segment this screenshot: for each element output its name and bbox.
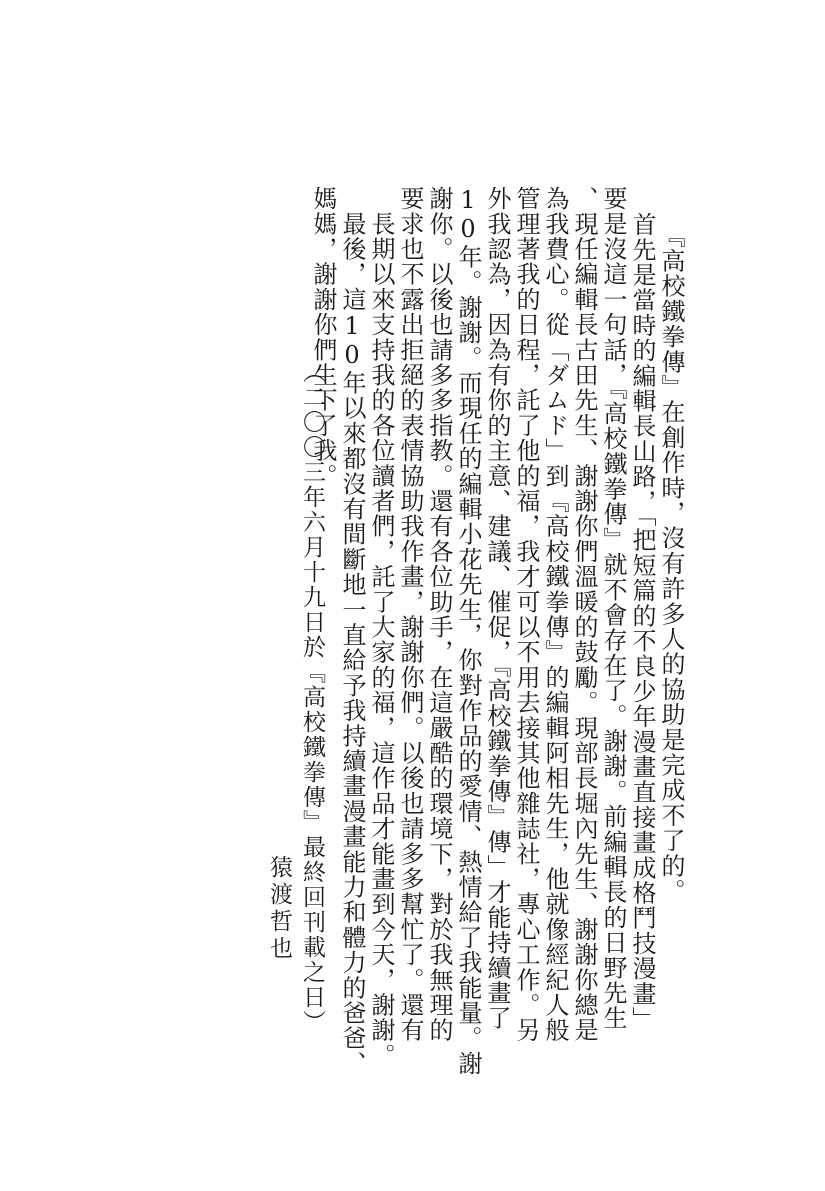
text-column-13: 媽媽，謝謝你們生下了我。 bbox=[309, 186, 337, 489]
date-line: （二〇〇三年六月十九日於『高校鐵拳傳』最終回刊載之日） bbox=[299, 360, 325, 1035]
author-name: 猿渡哲也 bbox=[266, 855, 292, 963]
text-column-12: 最後，這10年以來都沒有間斷地一直給予我持續畫漫畫能力和體力的爸爸、 bbox=[338, 186, 366, 1076]
text-column-11: 長期以來支持我的各位讀者們，託了大家的福，這作品才能畫到今天，謝謝。 bbox=[367, 186, 395, 1068]
text-column-2: 首先是當時的編輯長山路，「把短篇的不良少年漫畫直接畫成格鬥技漫畫」 bbox=[628, 212, 656, 1032]
text-column-8: 10年。謝謝。而現任的編輯小花先生，你對作品的愛情、熱情給了我能量。謝 bbox=[454, 186, 482, 1076]
text-column-3: 要是沒這一句話，『高校鐵拳傳』就不會存在了。謝謝。前編輯長的日野先生 bbox=[599, 186, 627, 1031]
text-column-4: 、現任編輯長古田先生、謝謝你們溫暖的鼓勵。現部長堀內先生、謝謝你總是 bbox=[570, 186, 598, 1043]
text-column-9: 謝你。以後也請多多指教。還有各位助手，在這嚴酷的環境下，對於我無理的 bbox=[425, 186, 453, 1043]
text-column-6: 管理著我的日程，託了他的福，我才可以不用去接其他雜誌社，專心工作。另 bbox=[512, 186, 540, 1043]
text-column-7: 外我認為，因為有你的主意、建議、催促，『高校鐵拳傳』傳」才能持續畫了 bbox=[483, 186, 511, 1031]
text-column-5: 為我費心。從「ダムド」到『高校鐵拳傳』的編輯阿相先生，他就像經紀人般 bbox=[541, 186, 569, 1043]
text-column-10: 要求也不露出拒絕的表情協助我作畫，謝謝你們。以後也請多多幫忙了。還有 bbox=[396, 186, 424, 1043]
text-column-1: 『高校鐵拳傳』在創作時，沒有許多人的協助是完成不了的。 bbox=[657, 210, 685, 904]
